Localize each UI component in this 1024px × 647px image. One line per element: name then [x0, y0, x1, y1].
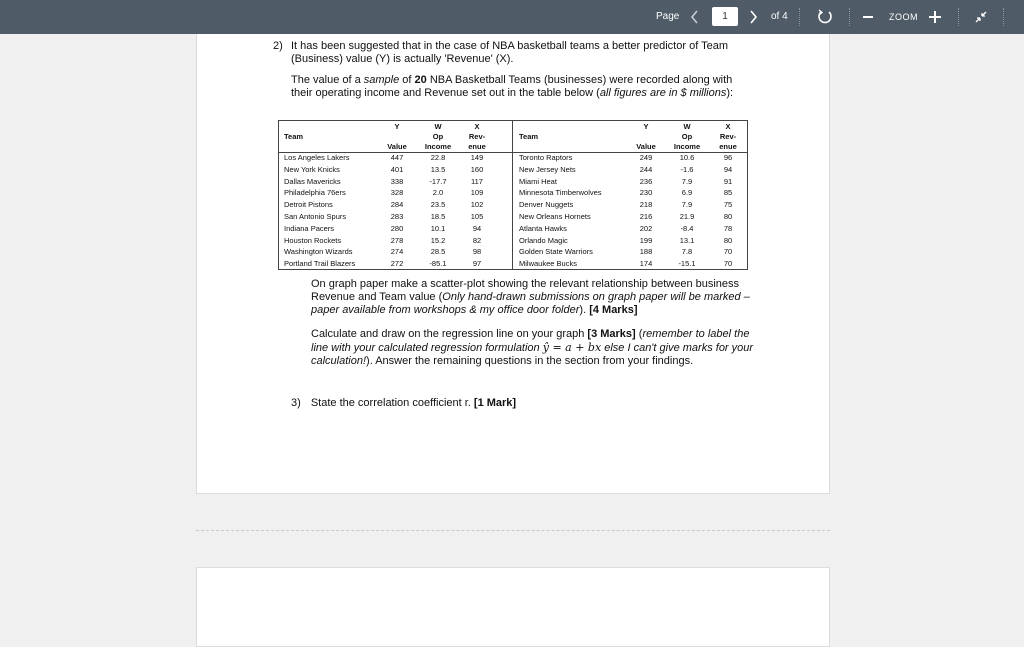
table-cell-op-income: 13.1 [679, 235, 695, 245]
intro-text: 20 [414, 74, 427, 86]
table-cell-team: Detroit Pistons [284, 200, 333, 210]
col-header-y: Y [643, 122, 649, 131]
table-cell-value: 284 [390, 200, 404, 210]
intro-text: The value of a [291, 74, 364, 86]
table-cell-revenue: 75 [723, 200, 733, 210]
question-number: 3) [291, 397, 301, 409]
nba-data-table [278, 120, 748, 270]
table-cell-revenue: 85 [723, 188, 733, 198]
table-cell-value: 218 [639, 200, 653, 210]
table-cell-value: 174 [639, 259, 653, 269]
col-header-x: X [725, 122, 731, 131]
table-cell-revenue: 149 [470, 153, 484, 162]
toolbar-divider [849, 8, 850, 26]
table-cell-revenue: 70 [723, 247, 733, 257]
scatter-plot-instruction [311, 278, 755, 317]
question-text: It has been suggested that in the case of NBA basketball teams a better predictor of Team (Business) value (Y) is actually 'Revenue' (X). [291, 40, 729, 65]
toolbar-divider [1003, 8, 1004, 26]
table-cell-team: Denver Nuggets [519, 200, 574, 210]
table-cell-value: 188 [639, 247, 653, 257]
col-header-op: Op [681, 132, 693, 141]
rotate-icon[interactable] [816, 8, 834, 26]
table-cell-value: 272 [390, 259, 404, 269]
table-cell-value: 278 [390, 235, 404, 245]
table-cell-team: Houston Rockets [284, 235, 342, 245]
table-cell-team: Atlanta Hawks [519, 223, 567, 233]
table-cell-team: San Antonio Spurs [284, 212, 347, 221]
table-cell-revenue: 109 [470, 188, 484, 198]
marks-label: [1 Mark] [473, 397, 517, 409]
instruction-text: else I can't give marks for your calculation! [311, 342, 754, 367]
intro-text: ): [726, 87, 734, 99]
table-cell-op-income: 6.9 [681, 188, 693, 198]
col-header-team: Team [284, 132, 304, 141]
regression-formula: ŷ = a + bx [542, 341, 602, 354]
table-cell-value: 249 [639, 153, 653, 162]
table-cell-team: New York Knicks [284, 164, 340, 174]
table-cell-team: New Orleans Hornets [519, 212, 591, 221]
marks-label: [3 Marks] [587, 328, 636, 340]
table-cell-op-income: 2.0 [432, 188, 444, 198]
table-cell-team: Portland Trail Blazers [284, 259, 356, 269]
col-header-team: Team [519, 132, 539, 141]
intro-text: sample [363, 74, 400, 86]
table-cell-value: 244 [639, 164, 653, 174]
table-cell-team: Washington Wizards [284, 247, 353, 257]
table-cell-op-income: 15.2 [430, 235, 446, 245]
table-cell-revenue: 94 [472, 223, 482, 233]
col-header-rev: Rev- [719, 132, 737, 141]
table-cell-revenue: 80 [723, 212, 733, 221]
table-cell-op-income: 10.6 [679, 153, 695, 162]
table-cell-op-income: 18.5 [430, 212, 446, 221]
table-cell-op-income: 7.9 [681, 200, 693, 210]
table-cell-team: Miami Heat [519, 176, 557, 186]
table-cell-team: Golden State Warriors [519, 247, 593, 257]
table-cell-op-income: 22.8 [430, 153, 446, 162]
table-cell-op-income: 28.5 [430, 247, 446, 257]
col-header-rev: Rev- [468, 132, 486, 141]
col-header-w: W [434, 122, 442, 131]
table-cell-op-income: -8.4 [680, 223, 694, 233]
table-cell-value: 401 [390, 164, 404, 174]
page-label: Page [656, 11, 680, 22]
table-cell-op-income: 7.9 [681, 176, 693, 186]
toolbar-divider [958, 8, 959, 26]
regression-instruction [311, 328, 755, 368]
table-cell-op-income: 13.5 [430, 164, 446, 174]
col-header-enue: enue [719, 142, 737, 151]
table-cell-op-income: -1.6 [680, 164, 694, 174]
col-header-y: Y [394, 122, 400, 131]
table-cell-op-income: -85.1 [429, 259, 447, 269]
col-header-x: X [474, 122, 480, 131]
table-cell-revenue: 80 [723, 235, 733, 245]
table-cell-value: 447 [390, 153, 404, 162]
fit-page-icon[interactable] [974, 10, 988, 24]
col-header-income: Income [673, 142, 701, 151]
page-count: of 4 [771, 11, 788, 22]
toolbar-divider [799, 8, 800, 26]
col-header-value: Value [387, 142, 407, 151]
question-number: 2) [273, 40, 283, 52]
table-cell-value: 283 [390, 212, 404, 221]
table-cell-revenue: 105 [470, 212, 484, 221]
page-number-input[interactable] [712, 7, 738, 26]
table-cell-revenue: 96 [723, 153, 733, 162]
question-text: State the correlation coefficient r. [310, 397, 474, 409]
question-3 [291, 397, 516, 410]
table-cell-revenue: 91 [723, 176, 733, 186]
instruction-text: Calculate and draw on the regression line on your graph [311, 328, 588, 340]
table-cell-revenue: 78 [723, 223, 733, 233]
table-cell-value: 328 [390, 188, 404, 198]
table-cell-revenue: 98 [472, 247, 482, 257]
intro-text: of [399, 74, 415, 86]
table-cell-value: 338 [390, 176, 404, 186]
table-cell-op-income: -17.7 [429, 176, 447, 186]
table-cell-team: Toronto Raptors [519, 153, 573, 162]
table-cell-team: Milwaukee Bucks [519, 259, 577, 269]
table-cell-team: Los Angeles Lakers [284, 153, 350, 162]
table-cell-team: Minnesota Timberwolves [519, 188, 602, 198]
table-cell-op-income: 23.5 [430, 200, 446, 210]
col-header-enue: enue [468, 142, 486, 151]
table-cell-revenue: 97 [472, 259, 482, 269]
instruction-text: ). [579, 304, 590, 316]
intro-text: NBA Basketball Teams (businesses) were recorded along with their operating income and Revenue set out in the table below ( [291, 74, 733, 99]
table-cell-op-income: 10.1 [430, 223, 446, 233]
table-cell-team: New Jersey Nets [519, 164, 576, 174]
table-cell-value: 280 [390, 223, 404, 233]
zoom-out-icon[interactable] [863, 16, 873, 18]
chevron-left-icon[interactable] [688, 7, 702, 27]
pdf-toolbar [0, 0, 1024, 34]
col-header-w: W [683, 122, 691, 131]
table-cell-team: Indiana Pacers [284, 223, 335, 233]
table-divider [512, 121, 513, 269]
table-cell-value: 236 [639, 176, 653, 186]
table-cell-op-income: -15.1 [678, 259, 696, 269]
instruction-text: On graph paper make a scatter-plot showing the relevant relationship between business Revenue and Team value ( [311, 278, 740, 303]
zoom-in-icon[interactable] [929, 10, 943, 24]
table-cell-value: 274 [390, 247, 404, 257]
table-cell-revenue: 70 [723, 259, 733, 269]
table-cell-revenue: 82 [472, 235, 482, 245]
table-cell-op-income: 21.9 [679, 212, 695, 221]
marks-label: [4 Marks] [589, 304, 638, 316]
intro-text: all figures are in $ millions [599, 87, 727, 99]
table-cell-revenue: 94 [723, 164, 733, 174]
table-cell-team: Philadelphia 76ers [284, 188, 346, 198]
table-cell-revenue: 160 [470, 164, 484, 174]
table-cell-value: 199 [639, 235, 653, 245]
chevron-right-icon[interactable] [746, 7, 760, 27]
table-cell-revenue: 102 [470, 200, 484, 210]
table-cell-op-income: 7.8 [681, 247, 693, 257]
table-cell-value: 230 [639, 188, 653, 198]
table-cell-revenue: 117 [471, 176, 483, 186]
zoom-label: ZOOM [889, 12, 918, 22]
page-break [196, 530, 830, 531]
table-cell-value: 202 [639, 223, 653, 233]
table-cell-value: 216 [639, 212, 653, 221]
col-header-value: Value [636, 142, 656, 151]
intro-paragraph [291, 74, 746, 100]
col-header-op: Op [432, 132, 444, 141]
instruction-text: Only hand-drawn submissions on graph paper will be marked – paper available from workshops & my office door folder [311, 291, 750, 316]
document-page [196, 567, 830, 647]
instruction-text: ). Answer the remaining questions in the section from your findings. [366, 355, 694, 367]
col-header-income: Income [424, 142, 452, 151]
instruction-text: remember to label the line with your calculated regression formulation [311, 328, 750, 354]
instruction-text: ( [635, 328, 643, 340]
table-cell-team: Dallas Mavericks [284, 176, 341, 186]
table-cell-team: Orlando Magic [519, 235, 568, 245]
